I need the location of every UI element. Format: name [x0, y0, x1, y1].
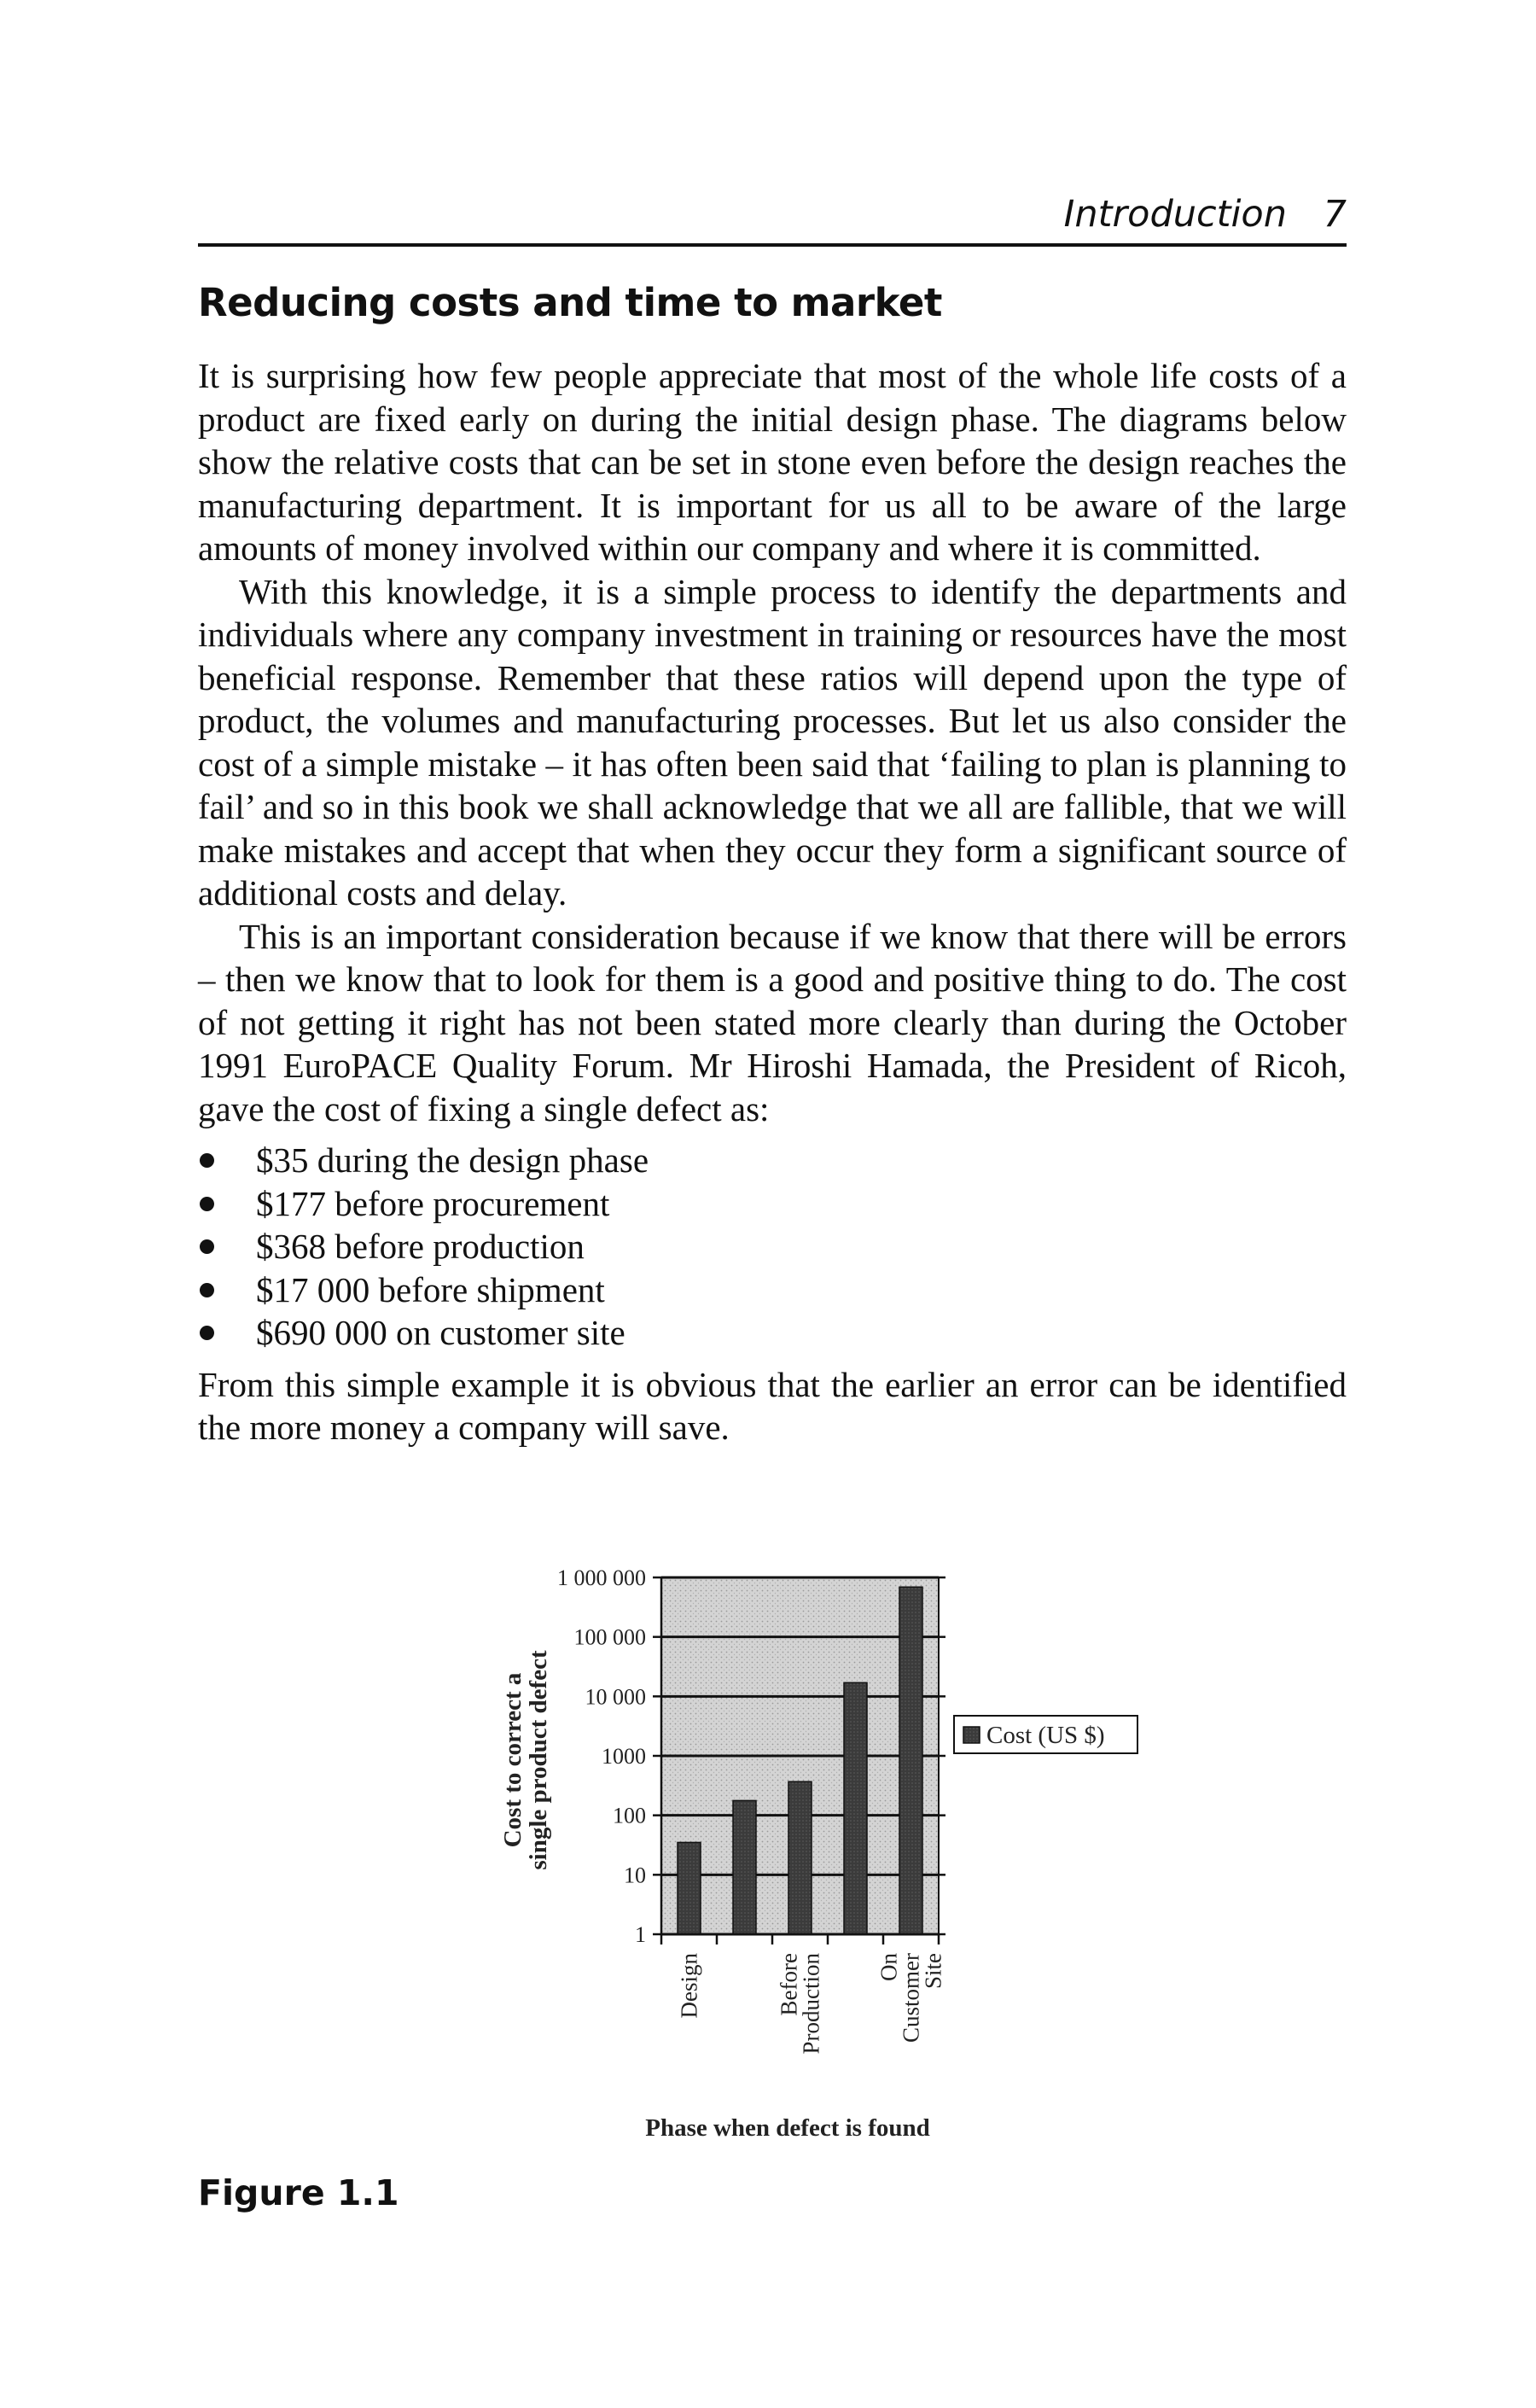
- list-item: $177 before procurement: [198, 1182, 1347, 1226]
- y-tick-label: 1 000 000: [557, 1565, 646, 1590]
- bar-before-shipment: [844, 1682, 867, 1934]
- chart-svg: [444, 1554, 1143, 2168]
- y-tick-label: 10 000: [585, 1684, 646, 1710]
- paragraph-2: With this knowledge, it is a simple process to identify the departments and individuals where any company investment in training or resources have the most beneficial response. Remember that these ratios will depend upon the type of product, the volumes and manufacturing processes. But let us also consider the cost of a simple mistake – it has often been said that ‘failing to plan is planning to fail’ and so in this book we shall acknowledge that we all are fallible, that we will make mistakes and accept that when they occur they form a significant source of additional costs and delay.: [198, 571, 1347, 912]
- bullet-icon: [200, 1153, 214, 1168]
- defect-cost-list: [198, 1139, 1347, 1355]
- y-tick-labels: [557, 1565, 646, 1947]
- y-axis-label-line-1: Cost to correct a: [499, 1672, 527, 1848]
- x-tick-labels: [677, 1953, 946, 2055]
- paragraph-1: It is surprising how few people appreciate that most of the whole life costs of a product are fixed early on during the initial design phase. The diagrams below show the relative costs that can be set in stone even before the design reaches the manufacturing department. It is important for us all to be aware of the large amounts of money involved within our company and where it is committed.: [198, 356, 1347, 568]
- y-tick-label: 1: [635, 1922, 646, 1947]
- running-header: [198, 184, 1347, 239]
- section-title: Reducing costs and time to market: [198, 280, 942, 325]
- x-axis-label: Phase when defect is found: [645, 2114, 930, 2142]
- list-item: $35 during the design phase: [198, 1139, 1347, 1182]
- bullet-icon: [200, 1239, 214, 1254]
- header-rule: [198, 243, 1347, 247]
- legend: [954, 1716, 1137, 1753]
- defect-cost-chart: [444, 1554, 1143, 2168]
- bullet-icon: [200, 1283, 214, 1297]
- page-number: 7: [1323, 193, 1347, 236]
- y-axis-label-line-2: single product defect: [525, 1650, 552, 1870]
- x-tick-label: Customer: [898, 1953, 924, 2043]
- body-text: [198, 354, 1347, 1449]
- bullet-icon: [200, 1197, 214, 1211]
- paragraph-3: This is an important consideration because if we know that there will be errors – then we know that to look for them is a good and positive thing to do. The cost of not getting it right has not been stated more clearly than during the October 1991 EuroPACE Quality Forum. Mr Hiroshi Hamada, the President of Ricoh, gave the cost of fixing a single defect as:: [198, 916, 1347, 1128]
- y-tick-label: 100: [613, 1803, 646, 1828]
- y-tick-label: 1000: [602, 1744, 646, 1769]
- list-item: $368 before production: [198, 1225, 1347, 1268]
- y-tick-label: 10: [624, 1863, 646, 1888]
- figure-label: Figure 1.1: [198, 2172, 399, 2213]
- list-item: $17 000 before shipment: [198, 1268, 1347, 1312]
- legend-swatch: [963, 1727, 980, 1743]
- list-item: $690 000 on customer site: [198, 1311, 1347, 1355]
- x-tick-label: Site: [920, 1953, 946, 1990]
- bar-design: [678, 1842, 701, 1934]
- legend-label: Cost (US $): [986, 1722, 1105, 1749]
- closing-paragraph: From this simple example it is obvious that the earlier an error can be identified the more money a company will save.: [198, 1364, 1347, 1447]
- y-tick-label: 100 000: [573, 1624, 646, 1650]
- bullet-icon: [200, 1326, 214, 1340]
- x-tick-label: On: [876, 1953, 902, 1981]
- x-tick-label: Production: [798, 1953, 824, 2055]
- x-tick-label: Design: [676, 1953, 702, 2019]
- x-tick-label: Before: [776, 1953, 802, 2016]
- bar-on-customer-site: [899, 1587, 922, 1934]
- bar-before-procurement: [733, 1800, 756, 1934]
- bar-before-production: [788, 1781, 812, 1934]
- running-title: Introduction: [1063, 193, 1287, 236]
